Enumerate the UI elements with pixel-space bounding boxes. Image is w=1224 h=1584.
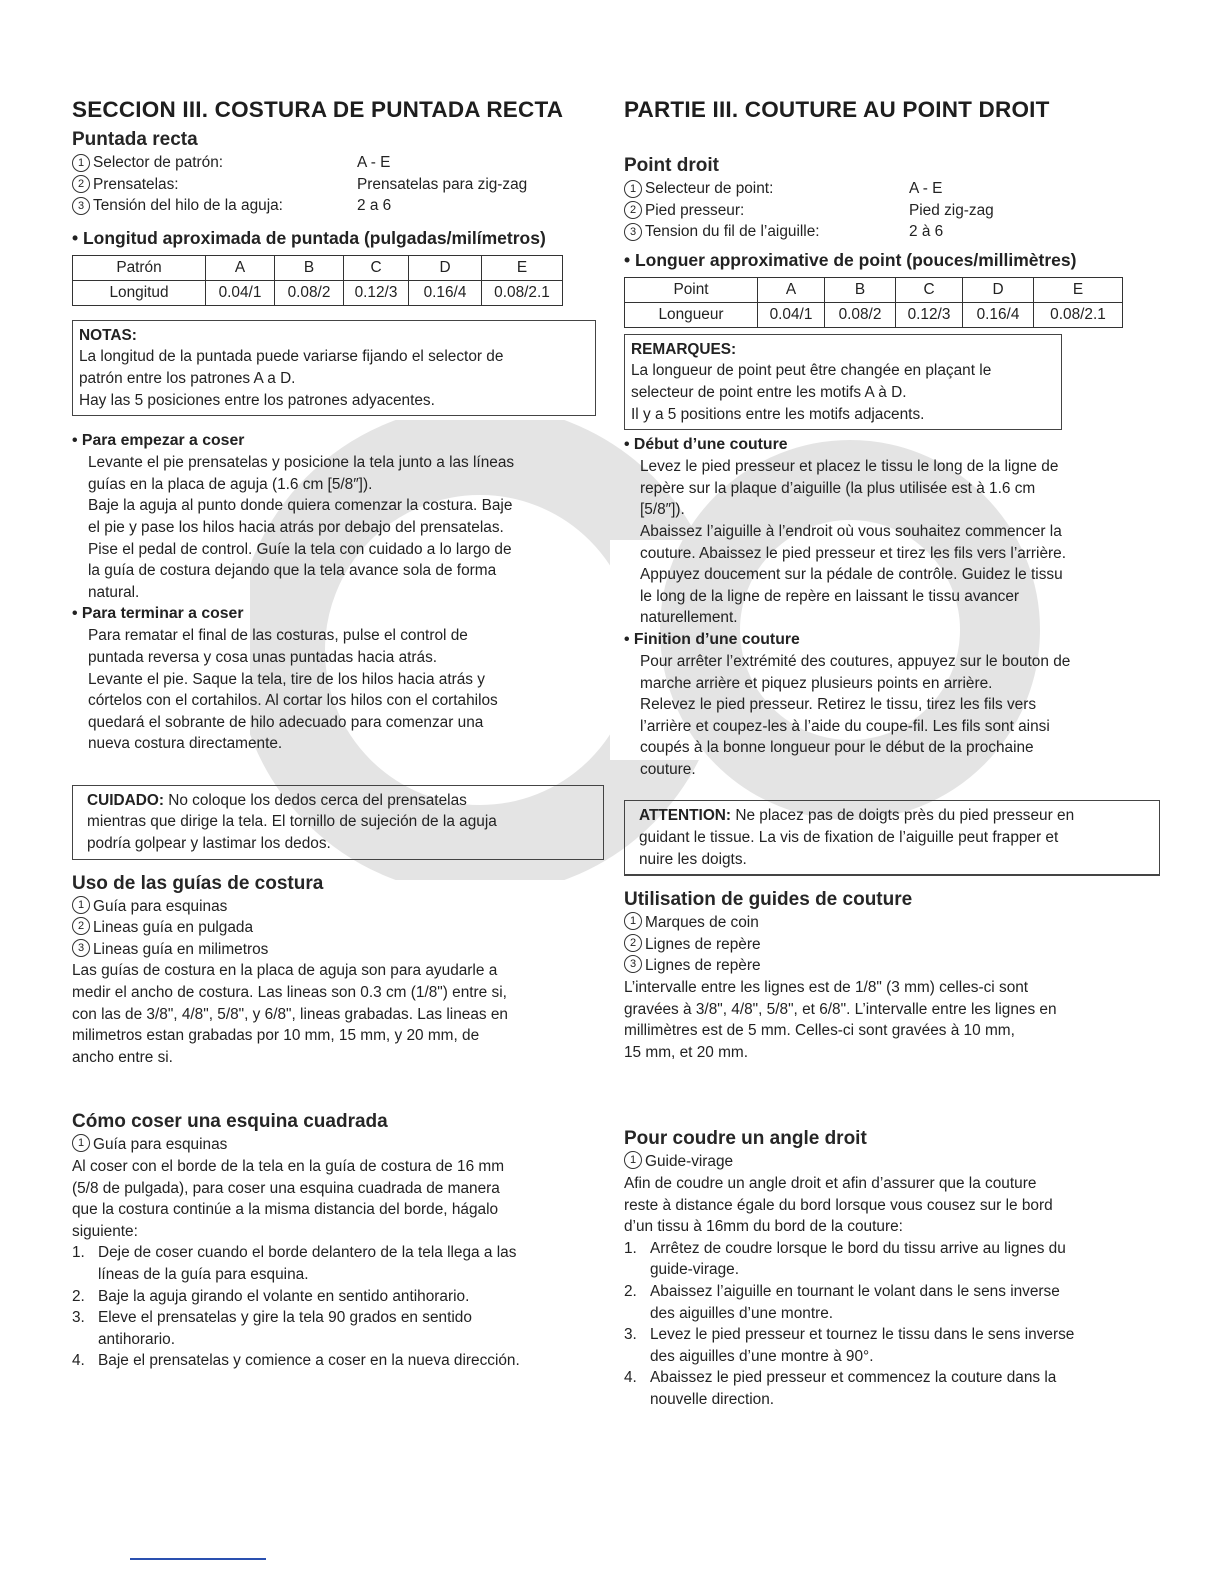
guide-item-label: Marques de coin (645, 914, 759, 932)
caution-line: mientras que dirige la tela. El tornillo de sujeción de la aguja (87, 813, 497, 831)
section-title: SECCION III. COSTURA DE PUNTADA RECTA (72, 97, 564, 122)
text-line: Para rematar el final de las costuras, pulse el control de (88, 627, 468, 645)
corner-item-label: Guide-virage (645, 1153, 734, 1171)
circled-number-1: 1 (72, 1134, 90, 1152)
notes-line: La longueur de point peut être changée en plaçant le (631, 362, 992, 380)
guides-heading: Uso de las guías de costura (72, 872, 324, 894)
table-cell: B (275, 255, 344, 280)
text-line: gravées à 3/8", 4/8", 5/8", et 6/8". L’intervalle entre les lignes en (624, 1000, 1057, 1018)
table-cell: E (482, 255, 563, 280)
table-cell: Longueur (625, 302, 758, 327)
table-cell: 0.12/3 (896, 302, 963, 327)
text-line: naturellement. (640, 609, 738, 627)
text-line: couture. (640, 760, 696, 778)
text-line: coupés à la bonne longueur pour le début de la prochaine (640, 739, 1034, 757)
text-line: siguiente: (72, 1222, 138, 1240)
circled-number-1: 1 (624, 180, 642, 198)
corner-heading: Pour coudre un angle droit (624, 1128, 867, 1150)
setting-row (72, 152, 600, 174)
text-line: Las guías de costura en la placa de aguja son para ayudarle a (72, 962, 498, 980)
section-title: PARTIE III. COUTURE AU POINT DROIT (624, 97, 1050, 122)
table-cell: 0.04/1 (206, 280, 275, 305)
setting-value: A - E (909, 180, 943, 197)
corner-text (72, 1156, 600, 1242)
circled-number-1: 1 (72, 896, 90, 914)
guides-items (72, 896, 600, 961)
text-line: 15 mm, et 20 mm. (624, 1043, 749, 1061)
table-cell: Point (625, 277, 758, 302)
length-heading: • Longuer approximative de point (pouces/millimètres) (624, 249, 1077, 270)
notes-line: selecteur de point entre les motifs A à D. (631, 383, 907, 401)
finish-sewing-heading: • Para terminar a coser (72, 605, 244, 623)
table-cell: D (409, 255, 482, 280)
text-line: guías en la placa de aguja (1.6 cm [5/8″]). (88, 475, 373, 493)
notes-line: Hay las 5 posiciones entre los patrones adyacentes. (79, 391, 435, 409)
setting-value: Prensatelas para zig-zag (357, 175, 528, 193)
table-cell: C (896, 277, 963, 302)
notes-box (72, 320, 596, 416)
guide-item-label: Lignes de repère (645, 935, 761, 953)
circled-number-2: 2 (72, 917, 90, 935)
corner-text (624, 1173, 1154, 1238)
table-cell: Patrón (73, 255, 206, 280)
step-line: antihorario. (98, 1330, 175, 1348)
corner-item-label: Guía para esquinas (93, 1136, 228, 1154)
caution-line: Ne placez pas de doigts près du pied presseur en (731, 807, 1075, 825)
text-line: couture. Abaissez le pied presseur et tirez les fils vers l’arrière. (640, 544, 1066, 562)
text-line: Pise el pedal de control. Guíe la tela con cuidado a lo largo de (88, 540, 512, 558)
text-line: Al coser con el borde de la tela en la guía de costura de 16 mm (72, 1158, 505, 1175)
list-item (72, 1307, 600, 1350)
settings-list (624, 178, 1154, 243)
stitch-heading: Point droit (624, 155, 719, 176)
start-sewing-heading: • Début d’une couture (624, 436, 788, 454)
text-line: L’intervalle entre les lignes est de 1/8" (3 mm) celles-ci sont (624, 979, 1029, 997)
text-line: nueva costura directamente. (88, 735, 283, 753)
list-item (624, 1367, 1154, 1410)
text-line: córtelos con el cortahilos. Al cortar los hilos con el cortahilos (88, 692, 498, 710)
corner-heading: Cómo coser una esquina cuadrada (72, 1111, 388, 1133)
step-line: guide-virage. (650, 1261, 739, 1279)
start-sewing-text (72, 452, 600, 603)
corner-item (624, 1151, 1154, 1173)
notes-line: Il y a 5 positions entre les motifs adjacents. (631, 405, 925, 423)
setting-label: Selecteur de point: (645, 180, 774, 197)
notes-label: REMARQUES: (631, 340, 737, 358)
guide-item-label: Lineas guía en milimetros (93, 940, 269, 958)
circled-number-1: 1 (72, 154, 90, 172)
text-line: medir el ancho de costura. Las lineas son 0.3 cm (1/8") entre si, (72, 984, 507, 1002)
setting-row (624, 178, 1154, 200)
text-line: Baje la aguja al punto donde quiera comenzar la costura. Baje (88, 497, 513, 515)
text-line: Afin de coudre un angle droit et afin d’assurer que la couture (624, 1175, 1037, 1192)
step-line: Levez le pied presseur et tournez le tissu dans le sens inverse (650, 1326, 1075, 1344)
step-number: 4. (72, 1352, 85, 1370)
text-line: repère sur la plaque d’aiguille (la plus utilisée est à 1.6 cm (640, 479, 1036, 497)
step-line: Arrêtez de coudre lorsque le bord du tissu arrive au lignes du (650, 1239, 1066, 1257)
text-line: Levante el pie prensatelas y posicione la tela junto a las líneas (88, 454, 515, 472)
circled-number-3: 3 (624, 955, 642, 973)
corner-steps (72, 1242, 600, 1372)
guides-text (72, 960, 600, 1068)
caution-line: No coloque los dedos cerca del prensatelas (163, 791, 467, 809)
text-line: puntada reversa y cosa unas puntadas hacia atrás. (88, 648, 438, 666)
setting-row (72, 174, 600, 196)
setting-row (72, 195, 600, 217)
step-line: líneas de la guía para esquina. (98, 1265, 309, 1283)
text-line: d’un tissu à 16mm du bord de la couture: (624, 1218, 903, 1236)
guide-item-label: Lineas guía en pulgada (93, 919, 254, 937)
setting-value: 2 à 6 (909, 223, 944, 241)
text-line: l’arrière et coupez-les à l’aide du coupe-fil. Les fils sont ainsi (640, 717, 1050, 735)
step-line: Eleve el prensatelas y gire la tela 90 grados en sentido (98, 1309, 472, 1327)
list-item (72, 1350, 600, 1372)
table-row (73, 255, 563, 280)
text-line: reste à distance égale du bord lorsque vous cousez sur le bord (624, 1196, 1053, 1214)
text-line: milimetros estan grabadas por 10 mm, 15 mm, y 20 mm, de (72, 1027, 480, 1045)
text-line: el pie y pase los hilos hacia atrás por debajo del prensatelas. (88, 518, 504, 536)
french-column (624, 96, 1154, 1411)
step-line: Abaissez l’aiguille en tournant le volant dans le sens inverse (650, 1282, 1060, 1300)
stitch-heading: Puntada recta (72, 129, 198, 150)
setting-label: Selector de patrón: (93, 154, 224, 171)
text-line: (5/8 de pulgada), para coser una esquina cuadrada de manera (72, 1179, 500, 1197)
table-cell: A (758, 277, 825, 302)
text-line: Abaissez l’aiguille à l’endroit où vous souhaitez commencer la (640, 522, 1062, 540)
notes-box (624, 334, 1062, 430)
spanish-column (72, 96, 600, 1372)
guides-heading: Utilisation de guides de couture (624, 889, 913, 911)
circled-number-1: 1 (624, 912, 642, 930)
table-cell: Longitud (73, 280, 206, 305)
list-item (624, 1238, 1154, 1281)
guide-item-label: Guía para esquinas (93, 897, 228, 915)
guides-items (624, 912, 1154, 977)
setting-label: Pied presseur: (645, 201, 745, 219)
text-line: millimètres est de 5 mm. Celles-ci sont gravées à 10 mm, (624, 1022, 1015, 1040)
table-cell: D (963, 277, 1034, 302)
step-line: Deje de coser cuando el borde delantero de la tela llega a las (98, 1244, 517, 1262)
circled-number-2: 2 (72, 175, 90, 193)
step-line: Baje la aguja girando el volante en sentido antihorario. (98, 1287, 470, 1305)
circled-number-3: 3 (72, 197, 90, 215)
text-line: que la costura continúe a la misma distancia del borde, hágalo (72, 1201, 499, 1219)
step-number: 4. (624, 1369, 637, 1387)
step-line: des aiguilles d’une montre. (650, 1304, 834, 1322)
circled-number-3: 3 (624, 223, 642, 241)
step-number: 1. (72, 1244, 85, 1262)
corner-item (72, 1134, 600, 1156)
caution-line: guidant le tissue. La vis de fixation de l’aiguille peut frapper et (639, 829, 1059, 847)
finish-sewing-text (72, 625, 600, 755)
table-cell: 0.16/4 (409, 280, 482, 305)
finish-sewing-heading: • Finition d’une couture (624, 630, 800, 648)
step-number: 3. (72, 1309, 85, 1327)
text-line: quedará el sobrante de hilo adecuado para comenzar una (88, 713, 484, 731)
step-line: Abaissez le pied presseur et commencez la couture dans la (650, 1369, 1057, 1387)
caution-label: CUIDADO: (87, 791, 164, 809)
guides-text (624, 977, 1154, 1063)
step-number: 2. (624, 1282, 637, 1300)
text-line: le long de la ligne de repère en laissant le tissu avancer (640, 587, 1020, 605)
guide-item-label: Lignes de repère (645, 957, 761, 975)
table-cell: 0.12/3 (344, 280, 409, 305)
notes-line: patrón entre los patrones A a D. (79, 369, 296, 387)
list-item (624, 1281, 1154, 1324)
text-line: natural. (88, 583, 140, 601)
list-item (72, 1242, 600, 1285)
setting-value: Pied zig-zag (909, 201, 994, 219)
table-cell: 0.04/1 (758, 302, 825, 327)
text-line: Levante el pie. Saque la tela, tire de los hilos hacia atrás y (88, 670, 485, 688)
caution-box (624, 800, 1160, 876)
settings-list (72, 152, 600, 217)
setting-label: Tensión del hilo de la aguja: (93, 197, 283, 215)
length-heading: • Longitud aproximada de puntada (pulgadas/milímetros) (72, 227, 546, 248)
text-line: ancho entre si. (72, 1048, 173, 1066)
setting-row (624, 221, 1154, 243)
start-sewing-heading: • Para empezar a coser (72, 432, 245, 450)
stitch-length-table (72, 255, 563, 306)
text-line: con las de 3/8", 4/8", 5/8", y 6/8", lineas grabadas. Las lineas en (72, 1005, 508, 1023)
notes-line: La longitud de la puntada puede variarse fijando el selector de (79, 348, 504, 366)
caution-line: nuire les doigts. (639, 850, 747, 868)
text-line: Pour arrêter l’extrémité des coutures, appuyez sur le bouton de (640, 652, 1071, 670)
finish-sewing-text (624, 651, 1154, 781)
step-number: 3. (624, 1326, 637, 1344)
text-line: marche arrière et piquez plusieurs points en arrière. (640, 674, 993, 692)
text-line: Appuyez doucement sur la pédale de contrôle. Guidez le tissu (640, 566, 1063, 584)
step-line: nouvelle direction. (650, 1390, 775, 1408)
table-cell: 0.08/2.1 (482, 280, 563, 305)
corner-steps (624, 1238, 1154, 1411)
table-cell: 0.08/2 (825, 302, 896, 327)
setting-label: Prensatelas: (93, 175, 179, 193)
circled-number-3: 3 (72, 939, 90, 957)
table-row (625, 277, 1123, 302)
step-number: 1. (624, 1239, 637, 1257)
text-line: Levez le pied presseur et placez le tissu le long de la ligne de (640, 458, 1059, 476)
caution-box (72, 785, 604, 860)
circled-number-2: 2 (624, 201, 642, 219)
circled-number-1: 1 (624, 1151, 642, 1169)
text-line: Relevez le pied presseur. Retirez le tissu, tirez les fils vers (640, 696, 1037, 714)
step-line: des aiguilles d’une montre à 90°. (650, 1347, 874, 1365)
table-cell: E (1034, 277, 1123, 302)
table-cell: 0.08/2.1 (1034, 302, 1123, 327)
table-row (73, 280, 563, 305)
table-cell: B (825, 277, 896, 302)
text-line: la guía de costura dejando que la tela avance sola de forma (88, 562, 497, 580)
text-line: [5/8″]). (640, 501, 685, 519)
caution-line: podría golpear y lastimar los dedos. (87, 835, 331, 853)
circled-number-2: 2 (624, 934, 642, 952)
setting-row (624, 200, 1154, 222)
setting-label: Tension du fil de l’aiguille: (645, 223, 820, 241)
table-cell: A (206, 255, 275, 280)
table-cell: 0.08/2 (275, 280, 344, 305)
table-cell: 0.16/4 (963, 302, 1034, 327)
footer-rule (130, 1558, 266, 1560)
list-item (72, 1286, 600, 1308)
caution-label: ATTENTION: (639, 807, 732, 825)
table-row (625, 302, 1123, 327)
notes-label: NOTAS: (79, 326, 137, 344)
setting-value: 2 a 6 (357, 197, 392, 215)
setting-value: A - E (357, 154, 391, 171)
start-sewing-text (624, 456, 1154, 629)
step-number: 2. (72, 1287, 85, 1305)
table-cell: C (344, 255, 409, 280)
step-line: Baje el prensatelas y comience a coser en la nueva dirección. (98, 1352, 520, 1370)
stitch-length-table (624, 277, 1123, 328)
list-item (624, 1324, 1154, 1367)
